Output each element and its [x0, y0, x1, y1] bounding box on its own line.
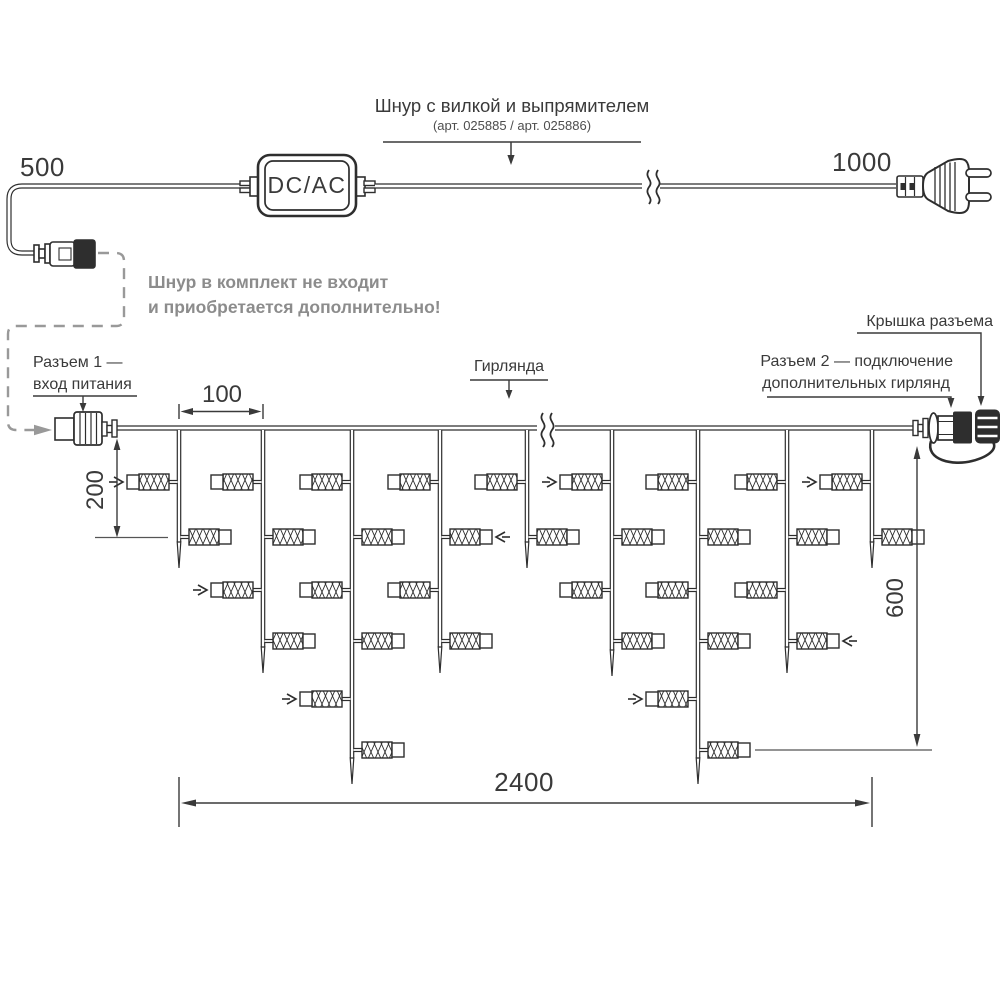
bulb-cap	[392, 743, 404, 757]
bulb-body	[487, 474, 517, 490]
bulb-body	[572, 474, 602, 490]
bulb-body	[450, 529, 480, 545]
cord-subtitle: (арт. 025885 / арт. 025886)	[432, 118, 592, 133]
drop-tip	[438, 647, 442, 673]
bulb-cap	[652, 634, 664, 648]
bulb-cap	[735, 583, 747, 597]
bulb-cap	[303, 530, 315, 544]
drop-tip	[696, 758, 700, 784]
bulb-body	[362, 633, 392, 649]
bulb-body	[658, 691, 688, 707]
title-arrowhead	[507, 155, 514, 165]
power-cord-left	[9, 186, 250, 253]
bulb-cap	[211, 475, 223, 489]
callout-connector1	[33, 354, 137, 412]
dim-100: 100	[201, 381, 243, 408]
note-line2: и приобретается дополнительно!	[148, 297, 441, 317]
dim-2400: 2400	[494, 767, 554, 797]
dim-600: 600	[882, 577, 909, 619]
bulb-body	[708, 742, 738, 758]
dim-500: 500	[20, 152, 65, 182]
bulb-body	[139, 474, 169, 490]
bulb-cap	[219, 530, 231, 544]
bulb-body	[572, 582, 602, 598]
bulb-cap	[646, 583, 658, 597]
bulb-cap	[646, 475, 658, 489]
connector2-label-line1: Разъем 2 — подключение	[760, 353, 953, 370]
plug-body	[923, 159, 969, 213]
dim-2400-group	[179, 767, 872, 827]
drop-tip	[525, 542, 529, 568]
bulb-body	[312, 474, 342, 490]
bulb-cap	[388, 475, 400, 489]
cord-connector	[34, 240, 95, 268]
dim-200: 200	[82, 469, 109, 511]
connector2-label-line2: дополнительных гирлянд	[762, 375, 950, 392]
bulb-body	[658, 582, 688, 598]
dashed-arrowhead	[34, 425, 52, 435]
bulb-body	[747, 582, 777, 598]
note-line1: Шнур в комплект не входит	[148, 272, 389, 292]
bulb-body	[537, 529, 567, 545]
bulb-body	[273, 633, 303, 649]
dim-100-group	[179, 381, 263, 419]
dim-1000: 1000	[832, 147, 892, 177]
bulb-body	[400, 474, 430, 490]
callout-connector2	[760, 353, 954, 408]
dim-600-group	[755, 446, 932, 750]
bulb-body	[312, 582, 342, 598]
bulb-cap	[652, 530, 664, 544]
bulb-body	[797, 529, 827, 545]
bulb-cap	[820, 475, 832, 489]
bulb-body	[273, 529, 303, 545]
bulb-body	[450, 633, 480, 649]
bulb-body	[362, 742, 392, 758]
bulb-body	[312, 691, 342, 707]
bulb-body	[882, 529, 912, 545]
bulb-cap	[735, 475, 747, 489]
bulb-cap	[303, 634, 315, 648]
bulb-body	[362, 529, 392, 545]
title-block	[375, 95, 650, 165]
bulb-cap	[211, 583, 223, 597]
connector1-label-line2: вход питания	[33, 376, 132, 393]
bulb-cap	[827, 634, 839, 648]
bulb-cap	[127, 475, 139, 489]
bulb-body	[223, 474, 253, 490]
drop-tip	[785, 647, 789, 673]
cord-title: Шнур с вилкой и выпрямителем	[374, 95, 650, 116]
dcac-adapter	[240, 155, 375, 216]
bulb-cap	[567, 530, 579, 544]
bulb-cap	[738, 634, 750, 648]
drop-tip	[350, 758, 354, 784]
bulb-cap	[827, 530, 839, 544]
cap-label: Крышка разъема	[866, 313, 993, 330]
bulb-cap	[480, 530, 492, 544]
drops-layer	[109, 430, 924, 784]
bulb-body	[708, 529, 738, 545]
bulb-cap	[912, 530, 924, 544]
bulb-cap	[300, 583, 312, 597]
bulb-cap	[646, 692, 658, 706]
bulb-body	[622, 529, 652, 545]
bulb-body	[832, 474, 862, 490]
bulb-cap	[560, 583, 572, 597]
bulb-cap	[388, 583, 400, 597]
drop-tip	[870, 542, 874, 568]
bulb-body	[797, 633, 827, 649]
dcac-label: DC/AC	[267, 172, 347, 198]
bulb-body	[223, 582, 253, 598]
bulb-body	[189, 529, 219, 545]
drop-tip	[177, 542, 181, 568]
bulb-cap	[560, 475, 572, 489]
bulb-cap	[738, 530, 750, 544]
bulb-body	[708, 633, 738, 649]
dashed-path	[8, 253, 124, 435]
garland-connector2	[913, 410, 1000, 463]
bulb-cap	[475, 475, 487, 489]
bulb-cap	[300, 475, 312, 489]
power-plug	[897, 159, 991, 213]
garland-break	[537, 413, 555, 447]
callout-garland	[470, 358, 548, 399]
bulb-cap	[392, 634, 404, 648]
garland-connector1	[55, 412, 117, 445]
cap-tether	[930, 441, 994, 463]
note-block	[148, 272, 441, 317]
bulb-cap	[738, 743, 750, 757]
bulb-cap	[392, 530, 404, 544]
bulb-body	[747, 474, 777, 490]
drop-tip	[610, 650, 614, 676]
bulb-cap	[480, 634, 492, 648]
power-cord-right	[375, 170, 896, 204]
garland-label: Гирлянда	[473, 358, 545, 375]
bulb-cap	[300, 692, 312, 706]
bulb-body	[400, 582, 430, 598]
connector1-label-line1: Разъем 1 —	[33, 354, 123, 371]
bulb-body	[658, 474, 688, 490]
bulb-body	[622, 633, 652, 649]
drop-tip	[261, 647, 265, 673]
